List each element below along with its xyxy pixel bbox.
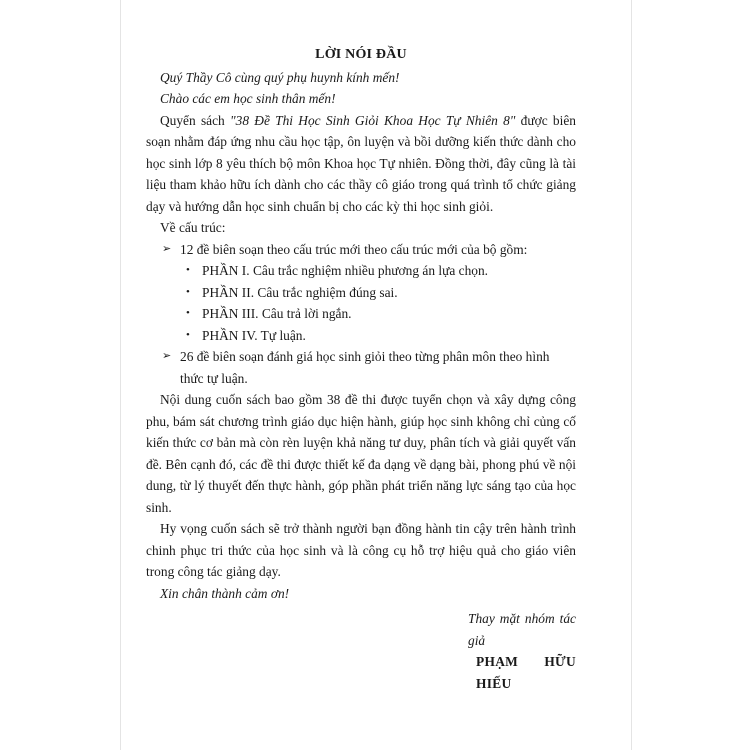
signature-label: Thay mặt nhóm tác giả [468, 611, 576, 648]
structure-item-1 [146, 239, 576, 261]
intro-text-after: được biên soạn nhằm đáp ứng nhu cầu học tập, ôn luyện và bồi dưỡng kiến thức dành cho học sinh lớp 8 yêu thích bộ môn Khoa học Tự nhiên. Đồng thời, đây cũng là tài liệu tham khảo hữu ích dành cho các thầy cô giáo trong quá trình tổ chức giảng dạy và hướng dẫn học sinh chuẩn bị cho các kỳ thi học sinh giỏi. [146, 112, 576, 214]
greeting-teachers-parents: Quý Thầy Cô cùng quý phụ huynh kính mến! [160, 69, 400, 85]
dot-bullet-icon: • [186, 328, 190, 341]
sub-item-text: PHẦN II. Câu trắc nghiệm đúng sai. [202, 284, 398, 300]
structure-item-text: 26 đề biên soạn đánh giá học sinh giỏi theo từng phân môn theo hình thức tự luận. [180, 349, 550, 386]
sub-item-part-4 [146, 325, 576, 347]
hope-paragraph: Hy vọng cuốn sách sẽ trở thành người bạn đồng hành tin cậy trên hành trình chinh phục tri thức của học sinh và là công cụ hỗ trợ hiệu quả cho giáo viên trong công tác giảng dạy. [146, 521, 576, 579]
sub-item-text: PHẦN III. Câu trả lời ngắn. [202, 306, 352, 321]
dot-bullet-icon: • [186, 307, 190, 319]
intro-text-before: Quyển sách [160, 112, 231, 128]
structure-item-2 [146, 346, 576, 389]
signature-name: PHẠM HỮU HIẾU [476, 654, 576, 691]
structure-item-text: 12 đề biên soạn theo cấu trúc mới theo cấu trúc mới của bộ gồm: [180, 241, 528, 257]
arrow-bullet-icon: ➢ [162, 350, 172, 362]
page-title: LỜI NÓI ĐẦU [315, 47, 407, 62]
structure-heading: Về cấu trúc: [160, 220, 226, 235]
sub-item-part-3 [146, 303, 576, 325]
sub-item-text: PHẦN IV. Tự luận. [202, 327, 306, 343]
content-paragraph: Nội dung cuốn sách bao gồm 38 đề thi được tuyển chọn và xây dựng công phu, bám sát chương trình giáo dục hiện hành, giúp học sinh không chỉ củng cố kiến thức cơ bản mà còn rèn luyện khả năng tư duy, phân tích và giải quyết vấn đề. Bên cạnh đó, các đề thi được thiết kế đa dạng về dạng bài, phong phú về nội dung, từ lý thuyết đến thực hành, góp phần phát triển năng lực sáng tạo của học sinh. [146, 392, 576, 515]
sub-item-text: PHẦN I. Câu trắc nghiệm nhiều phương án lựa chọn. [202, 263, 489, 278]
intro-paragraph [146, 110, 576, 218]
dot-bullet-icon: • [186, 285, 190, 298]
arrow-bullet-icon: ➢ [162, 242, 172, 255]
book-title: "38 Đề Thi Học Sinh Giỏi Khoa Học Tự Nhiên 8" [230, 112, 516, 128]
greeting-students: Chào các em học sinh thân mến! [160, 91, 336, 106]
dot-bullet-icon: • [186, 264, 190, 276]
sub-item-part-1 [146, 260, 576, 282]
preface-content [146, 44, 576, 694]
sub-item-part-2 [146, 282, 576, 304]
thanks-line: Xin chân thành cảm ơn! [160, 585, 290, 601]
